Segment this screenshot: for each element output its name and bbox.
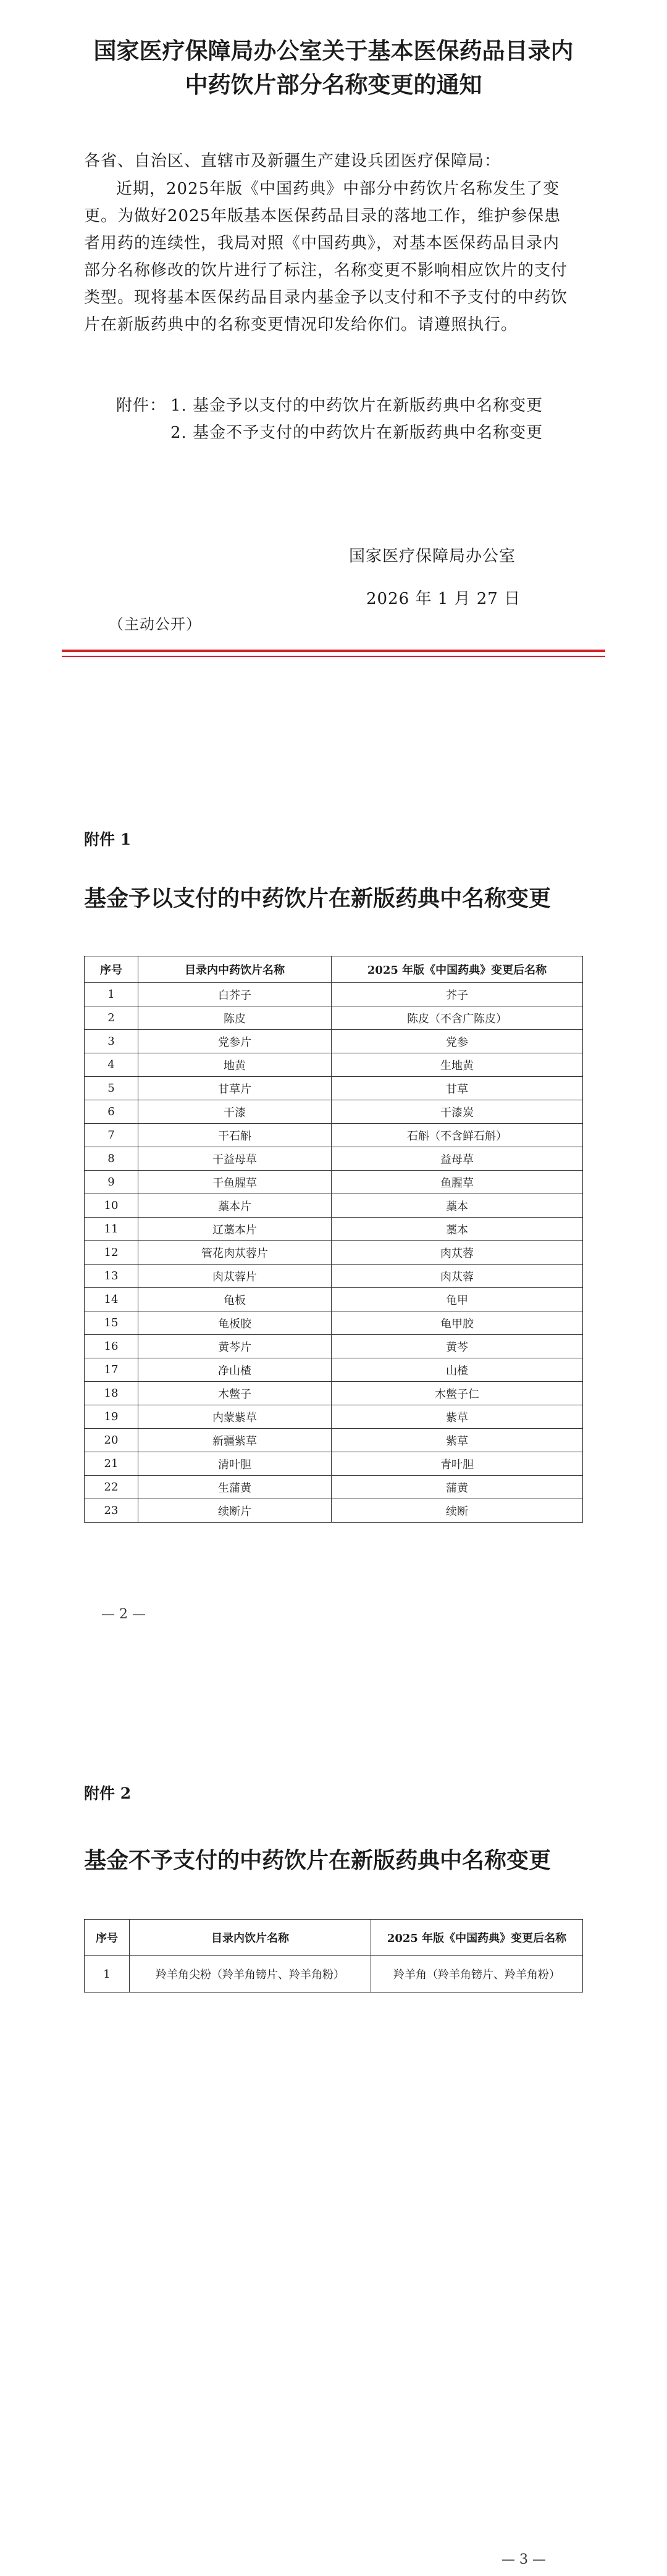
table-cell: 干漆炭	[332, 1100, 583, 1124]
table-cell: 白芥子	[138, 983, 332, 1006]
table-cell: 12	[85, 1241, 138, 1265]
annex2-title: 基金不予支付的中药饮片在新版药典中名称变更	[84, 1847, 552, 1873]
issue-date: 2026 年 1 月 27 日	[366, 590, 521, 608]
attachments-prefix: 附件：	[116, 396, 167, 415]
table-cell: 干益母草	[138, 1147, 332, 1171]
notice-body-line: 片在新版药典中的名称变更情况印发给你们。请遵照执行。	[84, 316, 518, 334]
notice-body-line: 者用药的连续性，我局对照《中国药典》，对基本医保药品目录内	[84, 234, 560, 253]
table-cell: 干石斛	[138, 1124, 332, 1147]
table-cell: 11	[85, 1218, 138, 1241]
table-cell: 17	[85, 1358, 138, 1382]
table-cell: 16	[85, 1335, 138, 1358]
table-cell: 山楂	[332, 1358, 583, 1382]
table-row	[85, 1956, 583, 1993]
header-cell: 2025 年版《中国药典》变更后名称	[371, 1920, 583, 1956]
table-row	[85, 1218, 583, 1241]
table-row	[85, 1030, 583, 1053]
table-cell: 2	[85, 1006, 138, 1030]
table-row	[85, 983, 583, 1006]
notice-addressee: 各省、自治区、直辖市及新疆生产建设兵团医疗保障局：	[84, 152, 501, 170]
table-row	[85, 1429, 583, 1452]
table-cell: 管花肉苁蓉片	[138, 1241, 332, 1265]
table-cell: 青叶胆	[332, 1452, 583, 1476]
header-cell: 序号	[85, 1920, 130, 1956]
table-cell: 1	[85, 983, 138, 1006]
header-cell: 目录内中药饮片名称	[138, 956, 332, 983]
table-cell: 鱼腥草	[332, 1171, 583, 1194]
table-cell: 8	[85, 1147, 138, 1171]
notice-body-line: 部分名称修改的饮片进行了标注，名称变更不影响相应饮片的支付	[84, 261, 568, 280]
table-cell: 藁本	[332, 1194, 583, 1218]
table-cell: 藁本	[332, 1218, 583, 1241]
table-cell: 22	[85, 1476, 138, 1499]
table-cell: 4	[85, 1053, 138, 1077]
table-cell: 内蒙紫草	[138, 1405, 332, 1429]
header-cell: 目录内饮片名称	[130, 1920, 371, 1956]
table-row	[85, 1147, 583, 1171]
table-cell: 羚羊角尖粉（羚羊角镑片、羚羊角粉）	[130, 1956, 371, 1993]
table-cell: 黄芩	[332, 1335, 583, 1358]
table-row	[85, 1405, 583, 1429]
table-row	[85, 1171, 583, 1194]
table-cell: 芥子	[332, 983, 583, 1006]
table-cell: 净山楂	[138, 1358, 332, 1382]
table-row	[85, 1241, 583, 1265]
notice-body-line: 近期，2025年版《中国药典》中部分中药饮片名称发生了变	[116, 180, 560, 198]
table-cell: 龟板胶	[138, 1311, 332, 1335]
table-cell: 木鳖子仁	[332, 1382, 583, 1405]
table-cell: 肉苁蓉	[332, 1265, 583, 1288]
table-row	[85, 1288, 583, 1311]
table-cell: 清叶胆	[138, 1452, 332, 1476]
annex2-label: 附件 2	[84, 1784, 132, 1802]
table-cell: 7	[85, 1124, 138, 1147]
table-cell: 党参片	[138, 1030, 332, 1053]
table-row	[85, 1077, 583, 1100]
table-row	[85, 1311, 583, 1335]
table-row	[85, 1382, 583, 1405]
red-rule-thick	[62, 650, 605, 652]
table-cell: 肉苁蓉片	[138, 1265, 332, 1288]
header-cell: 序号	[85, 956, 138, 983]
table-cell: 新疆紫草	[138, 1429, 332, 1452]
table-cell: 19	[85, 1405, 138, 1429]
table-cell: 干鱼腥草	[138, 1171, 332, 1194]
table-cell: 木鳖子	[138, 1382, 332, 1405]
table-cell: 黄芩片	[138, 1335, 332, 1358]
issuer-name: 国家医疗保障局办公室	[349, 547, 516, 566]
table-row	[85, 1335, 583, 1358]
attachment-1-link[interactable]: 1. 基金予以支付的中药饮片在新版药典中名称变更	[170, 396, 543, 415]
table-row	[85, 1265, 583, 1288]
table-cell: 6	[85, 1100, 138, 1124]
table-cell: 续断片	[138, 1499, 332, 1523]
table-row	[85, 1358, 583, 1382]
annex2-table	[84, 1919, 583, 1993]
table-cell: 生地黄	[332, 1053, 583, 1077]
annex1-table	[84, 956, 583, 1523]
table-cell: 18	[85, 1382, 138, 1405]
table-cell: 藁本片	[138, 1194, 332, 1218]
page-number: — 3 —	[501, 2552, 546, 2567]
attachment-2-link[interactable]: 2. 基金不予支付的中药饮片在新版药典中名称变更	[170, 424, 543, 442]
table-cell: 9	[85, 1171, 138, 1194]
table-cell: 羚羊角（羚羊角镑片、羚羊角粉）	[371, 1956, 583, 1993]
table-cell: 15	[85, 1311, 138, 1335]
table-cell: 蒲黄	[332, 1476, 583, 1499]
table-header-row	[85, 956, 583, 983]
table-row	[85, 1452, 583, 1476]
table-cell: 石斛（不含鲜石斛）	[332, 1124, 583, 1147]
table-row	[85, 1476, 583, 1499]
table-row	[85, 1499, 583, 1523]
table-cell: 紫草	[332, 1429, 583, 1452]
table-cell: 10	[85, 1194, 138, 1218]
table-cell: 甘草	[332, 1077, 583, 1100]
table-cell: 陈皮（不含广陈皮）	[332, 1006, 583, 1030]
notice-title-line2: 中药饮片部分名称变更的通知	[185, 71, 482, 98]
table-cell: 23	[85, 1499, 138, 1523]
table-cell: 干漆	[138, 1100, 332, 1124]
notice-body-line: 类型。现将基本医保药品目录内基金予以支付和不予支付的中药饮	[84, 288, 568, 307]
header-cell: 2025 年版《中国药典》变更后名称	[332, 956, 583, 983]
table-cell: 21	[85, 1452, 138, 1476]
table-cell: 陈皮	[138, 1006, 332, 1030]
table-header-row	[85, 1920, 583, 1956]
table-row	[85, 1194, 583, 1218]
table-cell: 生蒲黄	[138, 1476, 332, 1499]
page-number: — 2 —	[101, 1607, 146, 1622]
annex1-label: 附件 1	[84, 830, 132, 848]
table-cell: 肉苁蓉	[332, 1241, 583, 1265]
disclosure-note: （主动公开）	[109, 616, 201, 633]
table-cell: 20	[85, 1429, 138, 1452]
table-cell: 益母草	[332, 1147, 583, 1171]
table-cell: 龟甲胶	[332, 1311, 583, 1335]
notice-body-line: 更。为做好2025年版基本医保药品目录的落地工作，维护参保患	[84, 207, 561, 225]
table-cell: 辽藁本片	[138, 1218, 332, 1241]
table-row	[85, 1124, 583, 1147]
table-cell: 党参	[332, 1030, 583, 1053]
table-row	[85, 1006, 583, 1030]
table-row	[85, 1100, 583, 1124]
table-cell: 龟甲	[332, 1288, 583, 1311]
table-cell: 甘草片	[138, 1077, 332, 1100]
annex1-title: 基金予以支付的中药饮片在新版药典中名称变更	[84, 885, 552, 911]
table-cell: 地黄	[138, 1053, 332, 1077]
table-cell: 5	[85, 1077, 138, 1100]
table-cell: 紫草	[332, 1405, 583, 1429]
table-cell: 3	[85, 1030, 138, 1053]
notice-title-line1: 国家医疗保障局办公室关于基本医保药品目录内	[93, 37, 574, 64]
table-cell: 14	[85, 1288, 138, 1311]
table-cell: 续断	[332, 1499, 583, 1523]
red-rule-thin	[62, 656, 605, 657]
table-cell: 13	[85, 1265, 138, 1288]
table-cell: 1	[85, 1956, 130, 1993]
table-row	[85, 1053, 583, 1077]
table-cell: 龟板	[138, 1288, 332, 1311]
